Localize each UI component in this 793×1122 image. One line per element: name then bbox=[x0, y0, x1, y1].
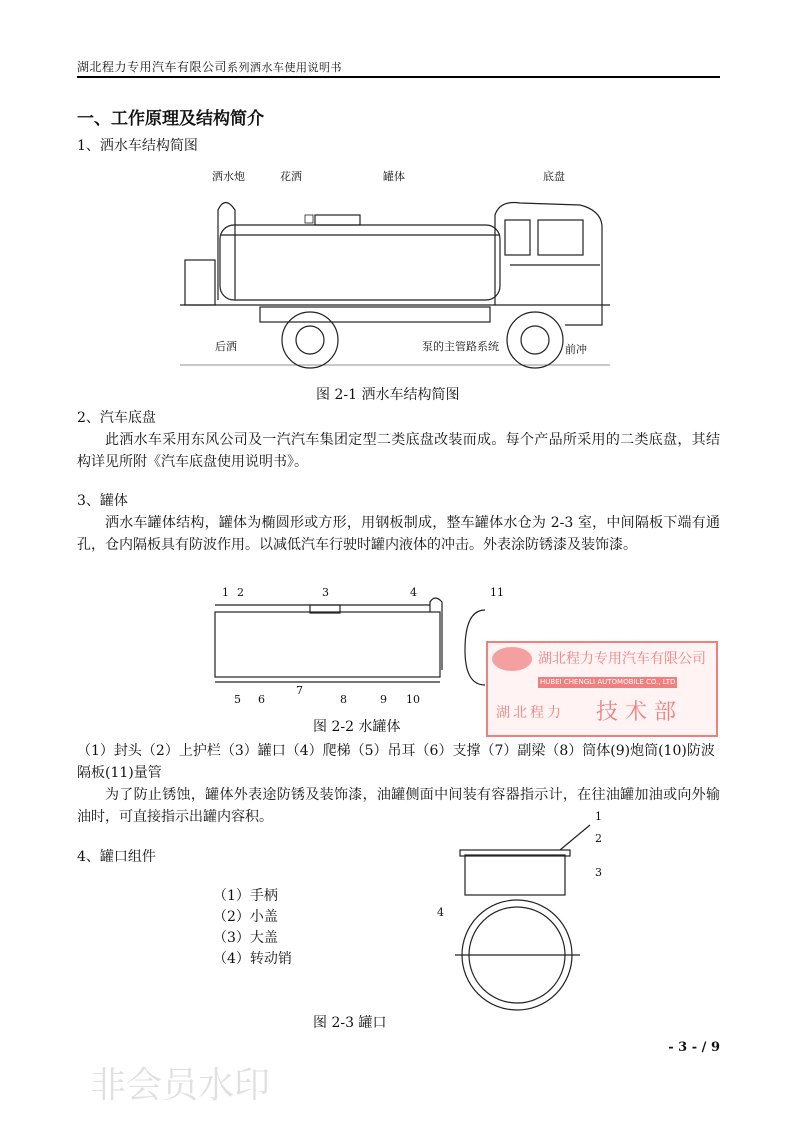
label-pump: 泵的主管路系统 bbox=[422, 340, 499, 353]
stamp-company-en: HUBEI CHENGLI AUTOMOBILE CO., LTD bbox=[540, 678, 676, 686]
tank-end-view bbox=[465, 600, 485, 690]
s4-heading: 4、罐口组件 bbox=[77, 849, 156, 865]
page-number: - 3 - / 9 bbox=[668, 1040, 720, 1055]
callout-5: 5 bbox=[234, 693, 241, 706]
fig-2-2-caption: 图 2-2 水罐体 bbox=[313, 719, 401, 735]
fig-2-1-caption: 图 2-1 洒水车结构简图 bbox=[316, 387, 460, 403]
callout-4: 4 bbox=[410, 586, 417, 599]
callout-6: 6 bbox=[258, 693, 265, 706]
logo-icon bbox=[492, 647, 532, 671]
watermark: 非会员水印 bbox=[90, 1065, 271, 1106]
callout-1: 1 bbox=[222, 586, 229, 599]
lid-callout-2: 2 bbox=[595, 832, 602, 845]
callout-11: 11 bbox=[490, 586, 504, 599]
s2-body: 此洒水车采用东风公司及一汽汽车集团定型二类底盘改装而成。每个产品所采用的二类底盘，其结构详见所附《汽车底盘使用说明书》。 bbox=[77, 432, 720, 470]
s2-heading: 2、汽车底盘 bbox=[77, 410, 156, 426]
header-doc: 系列洒水车使用说明书 bbox=[227, 61, 343, 74]
lid-part-item: （2）小盖 bbox=[213, 909, 278, 925]
stamp-company-cn: 湖北程力专用汽车有限公司 bbox=[538, 651, 706, 667]
header-company: 湖北程力专用汽车有限公司 bbox=[77, 60, 228, 74]
callout-7: 7 bbox=[296, 684, 303, 697]
lid-callout-3: 3 bbox=[595, 866, 602, 879]
callout-3: 3 bbox=[322, 586, 329, 599]
lid-parts-list bbox=[213, 886, 292, 970]
s3-body: 洒水车罐体结构，罐体为椭圆形或方形，用钢板制成，整车罐体水仓为 2-3 室，中间隔板下端有通孔，仓内隔板具有防波作用。以减低汽车行驶时罐内液体的冲击。外表涂防锈漆及装饰漆。 bbox=[77, 515, 720, 553]
label-tank: 罐体 bbox=[383, 170, 405, 183]
fig-2-3-caption: 图 2-3 罐口 bbox=[313, 1015, 387, 1031]
s1-heading: 1、洒水车结构简图 bbox=[77, 138, 198, 154]
lid-callout-1: 1 bbox=[595, 810, 602, 823]
s3-body2: 为了防止锈蚀，罐体外表途防锈及装饰漆，油罐侧面中间装有容器指示计，在往油罐加油或向外输油时，可直接指示出罐内容积。 bbox=[77, 787, 720, 825]
label-front: 前冲 bbox=[565, 343, 587, 356]
label-chassis: 底盘 bbox=[543, 170, 565, 183]
lid-part-item: （4）转动销 bbox=[213, 951, 292, 967]
stamp-short: 湖北程力 bbox=[496, 705, 564, 721]
tank-parts-list: （1）封头（2）上护栏（3）罐口（4）爬梯（5）吊耳（6）支撑（7）副梁（8）筒体(9)炮筒(10)防波隔板(11)量管 bbox=[77, 743, 715, 781]
lid-diagram bbox=[450, 810, 630, 1010]
callout-10: 10 bbox=[406, 693, 420, 706]
label-cannon: 洒水炮 bbox=[212, 170, 245, 183]
lid-callout-4: 4 bbox=[437, 906, 444, 919]
s3-heading: 3、罐体 bbox=[77, 493, 128, 509]
callout-9: 9 bbox=[380, 693, 387, 706]
callout-8: 8 bbox=[340, 693, 347, 706]
page-header bbox=[77, 58, 342, 75]
lid-part-item: （3）大盖 bbox=[213, 930, 278, 946]
tank-diagram bbox=[210, 600, 460, 700]
section-title: 一、工作原理及结构简介 bbox=[77, 109, 264, 129]
stamp-header-row bbox=[492, 647, 706, 671]
label-rear: 后洒 bbox=[215, 340, 237, 353]
truck-diagram bbox=[170, 165, 620, 375]
header-rule bbox=[77, 76, 720, 78]
stamp-dept: 技 术 部 bbox=[596, 700, 676, 725]
callout-2: 2 bbox=[237, 586, 244, 599]
label-sprinkler: 花洒 bbox=[280, 170, 302, 183]
company-stamp bbox=[486, 641, 718, 737]
lid-part-item: （1）手柄 bbox=[213, 888, 278, 904]
